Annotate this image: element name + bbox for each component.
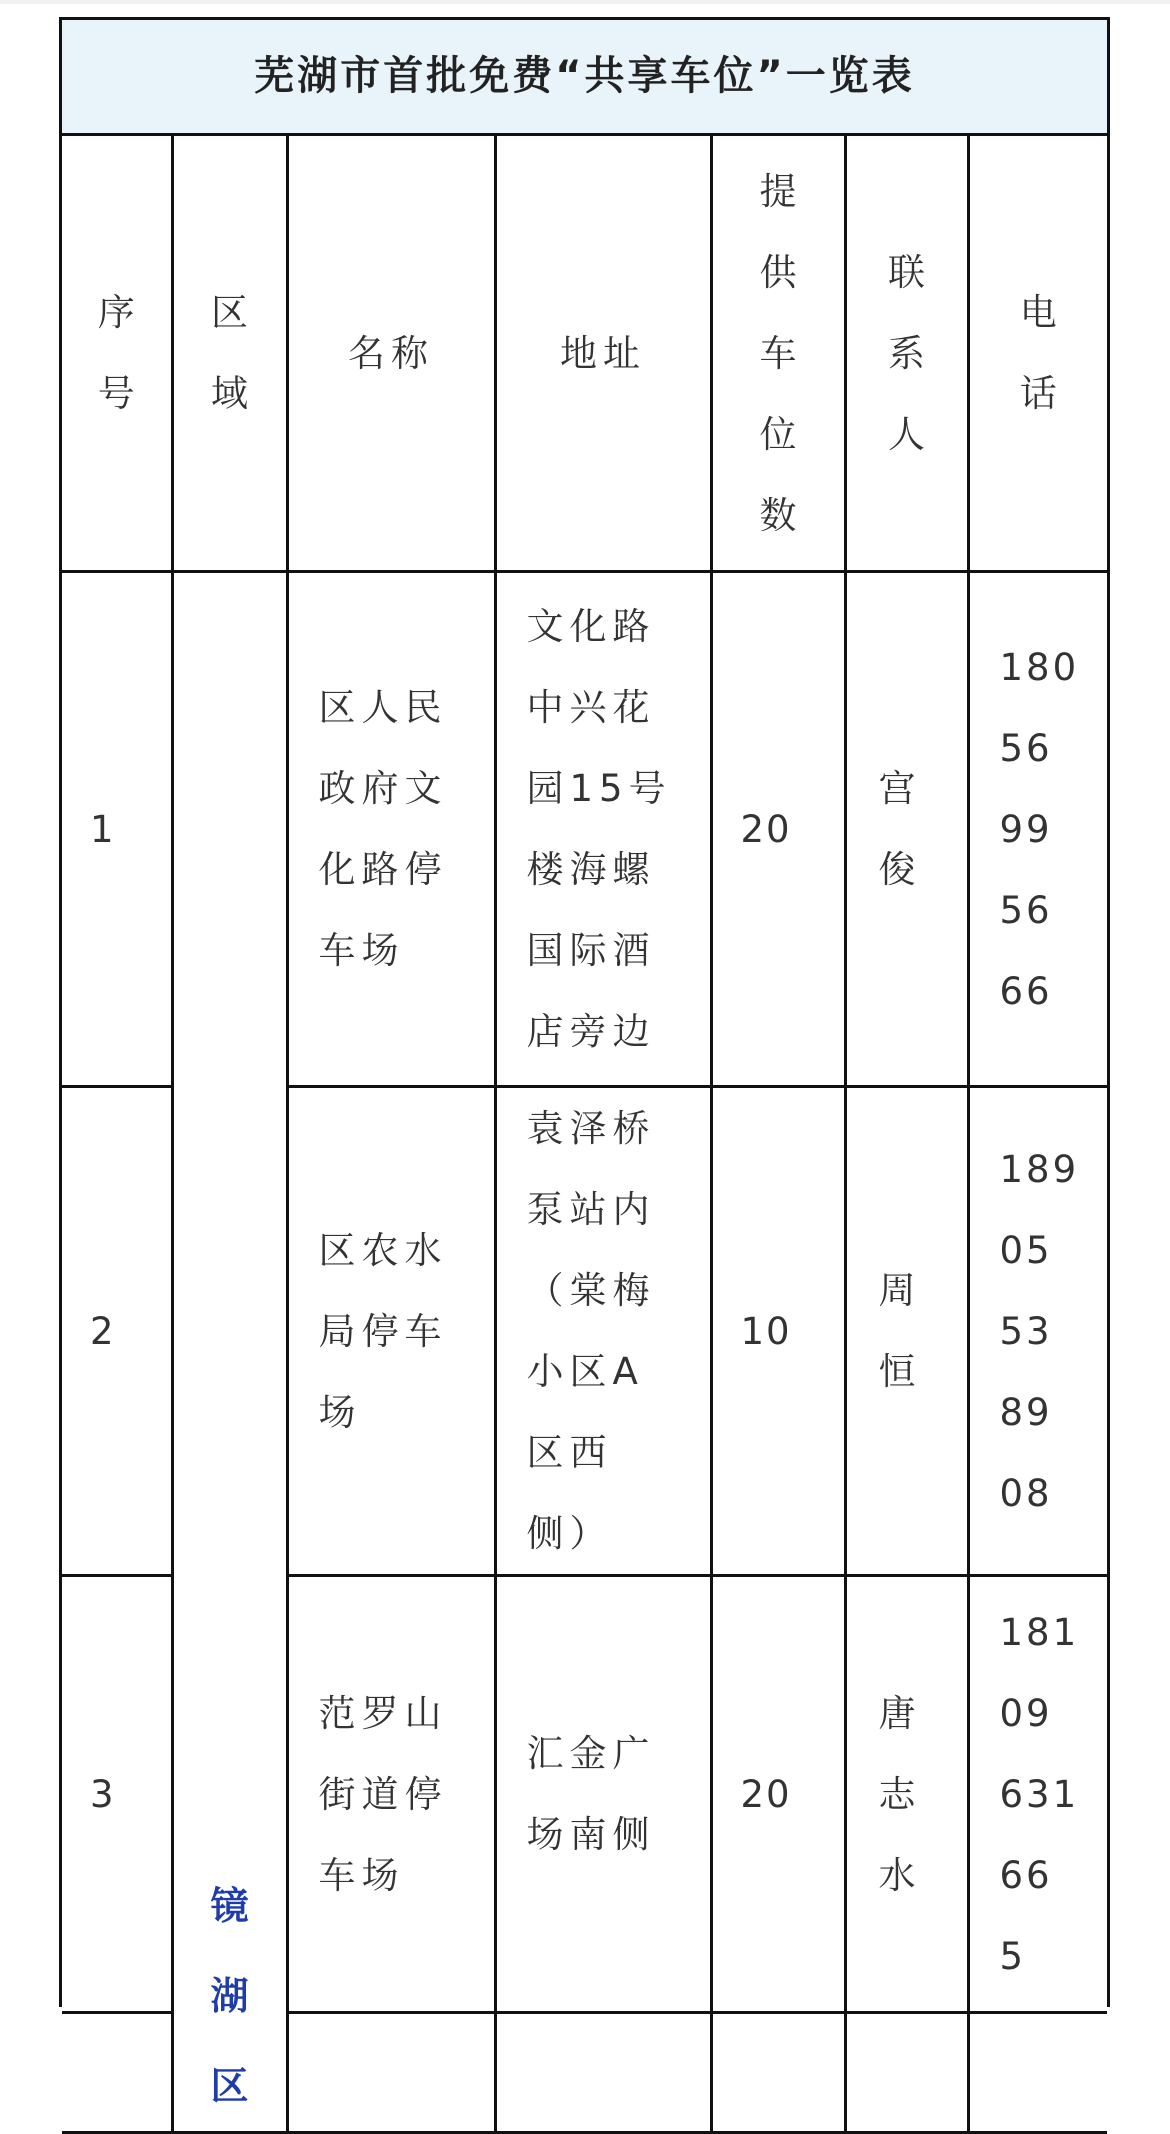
- cell-contact: 周 恒: [845, 1087, 968, 1576]
- top-divider: [0, 0, 1170, 4]
- cell-seq: 3: [62, 1576, 172, 2013]
- cell-phone: 180 56 99 56 66: [968, 572, 1107, 1087]
- header-region: 区域: [172, 135, 287, 572]
- table-title: 芜湖市首批免费“共享车位”一览表: [62, 20, 1107, 135]
- cell-region: 镜湖区: [172, 572, 287, 2133]
- header-seq: 序号: [62, 135, 172, 572]
- cell-contact: 宫 俊: [845, 572, 968, 1087]
- cell-contact: [845, 2013, 968, 2133]
- cell-name: 区农水局停车场: [287, 1087, 495, 1576]
- header-contact: 联系人: [845, 135, 968, 572]
- cell-name: [287, 2013, 495, 2133]
- cell-seq: 2: [62, 1087, 172, 1576]
- cell-phone: 181 09 631 66 5: [968, 1576, 1107, 2013]
- cell-phone: [968, 2013, 1107, 2133]
- header-row: [62, 135, 1107, 572]
- header-name: 名称: [287, 135, 495, 572]
- parking-table: [62, 20, 1107, 2134]
- header-phone: 电话: [968, 135, 1107, 572]
- cell-seq: 1: [62, 572, 172, 1087]
- cell-phone: 189 05 53 89 08: [968, 1087, 1107, 1576]
- cell-address: 袁泽桥泵站内（棠梅小区A区西侧）: [495, 1087, 711, 1576]
- header-spaces: 提供车位数: [711, 135, 845, 572]
- cell-seq: [62, 2013, 172, 2133]
- cell-address: 文化路中兴花园15号楼海螺国际酒店旁边: [495, 572, 711, 1087]
- cell-spaces: [711, 2013, 845, 2133]
- header-address: 地址: [495, 135, 711, 572]
- cell-address: 汇金广场南侧: [495, 1576, 711, 2013]
- cell-spaces: 20: [711, 1576, 845, 2013]
- cell-address: [495, 2013, 711, 2133]
- table-row: [62, 572, 1107, 1087]
- cell-spaces: 20: [711, 572, 845, 1087]
- cell-contact: 唐 志 水: [845, 1576, 968, 2013]
- cell-name: 区人民政府文化路停车场: [287, 572, 495, 1087]
- parking-table-container: [59, 17, 1110, 2108]
- cell-name: 范罗山街道停车场: [287, 1576, 495, 2013]
- cell-spaces: 10: [711, 1087, 845, 1576]
